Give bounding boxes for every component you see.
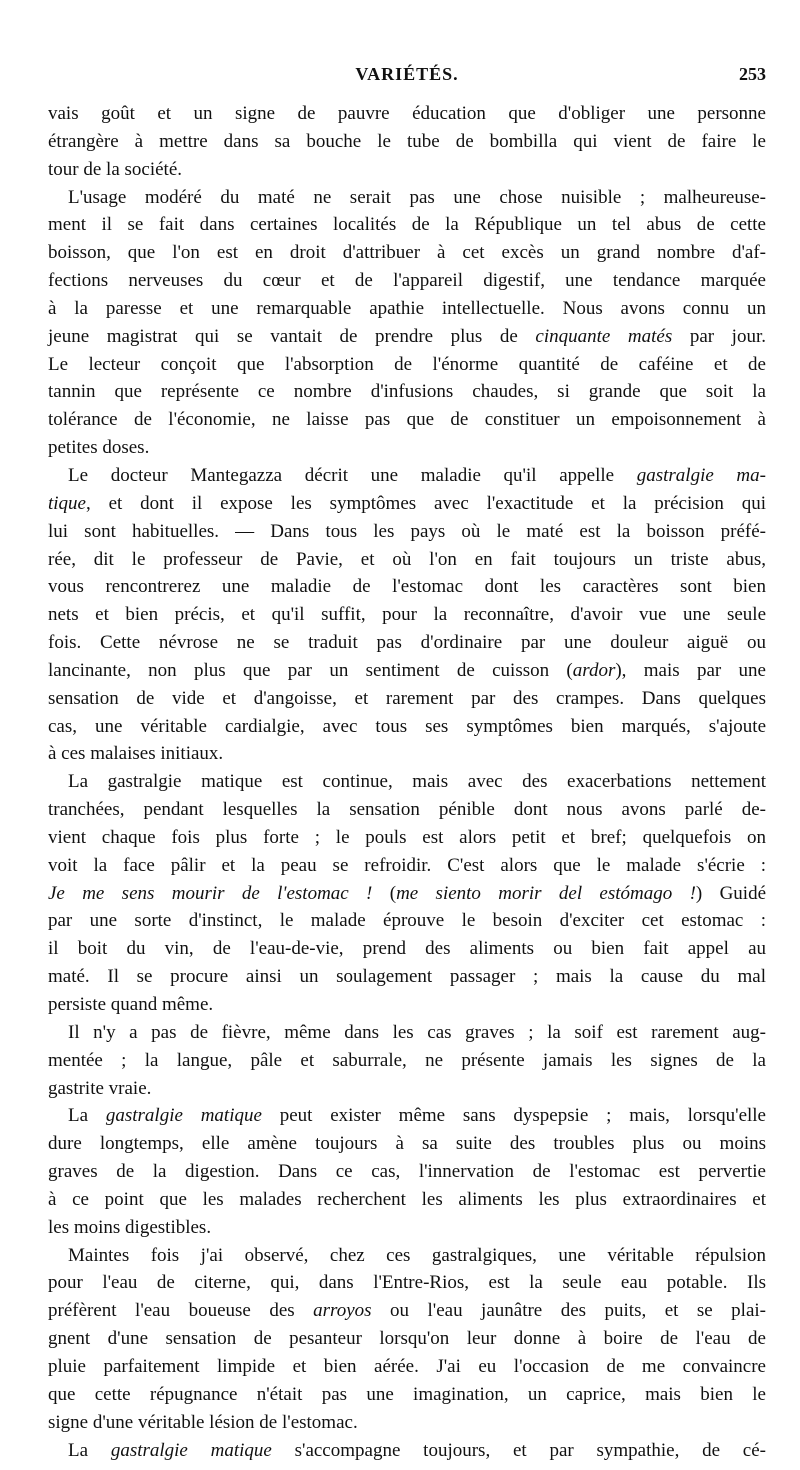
italic-text: me siento morir del estómago ! bbox=[396, 882, 696, 904]
text-segment: gnent d'une sensation de pesanteur lorsqu'on leur donne à boire de l'eau de bbox=[48, 1328, 766, 1350]
text-line bbox=[48, 852, 766, 880]
text-segment: signe d'une véritable lésion de l'estomac. bbox=[48, 1411, 358, 1433]
text-segment: ou l'eau jaunâtre des puits, et se plai- bbox=[371, 1300, 766, 1322]
text-segment: vais goût et un signe de pauvre éducation que d'obliger une personne bbox=[48, 103, 766, 124]
text-segment: pour l'eau de citerne, qui, dans l'Entre-Rios, est la seule eau potable. Ils bbox=[48, 1272, 766, 1294]
italic-text: gastralgie ma- bbox=[636, 464, 766, 486]
text-line bbox=[48, 295, 766, 323]
text-segment: persiste quand même. bbox=[48, 994, 214, 1015]
text-line bbox=[48, 657, 766, 685]
text-segment: fections nerveuses du cœur et de l'appareil digestif, une tendance marquée bbox=[48, 270, 766, 292]
text-segment: jeune magistrat qui se vantait de prendre plus de bbox=[48, 325, 536, 347]
text-segment: à la paresse et une remarquable apathie intellectuelle. Nous avons connu un bbox=[48, 297, 766, 319]
text-segment: La gastralgie matique est continue, mais avec des exacerbations nettement bbox=[68, 771, 766, 793]
text-segment: fois. Cette névrose ne se traduit pas d'ordinaire par une douleur aiguë ou bbox=[48, 632, 766, 654]
text-segment: petites doses. bbox=[48, 437, 150, 459]
text-line bbox=[48, 378, 766, 406]
text-line bbox=[48, 1019, 766, 1047]
text-segment: les moins digestibles. bbox=[48, 1216, 212, 1238]
text-segment: Il n'y a pas de fièvre, même dans les cas graves ; la soif est rarement aug- bbox=[68, 1021, 766, 1043]
text-line bbox=[48, 184, 766, 212]
italic-text: gastralgie matique bbox=[110, 1439, 272, 1461]
text-segment: préfèrent l'eau boueuse des bbox=[48, 1300, 314, 1322]
text-segment: tolérance de l'économie, ne laisse pas que de constituer un empoisonnement à bbox=[48, 409, 766, 431]
text-line bbox=[48, 1409, 766, 1437]
text-segment: La bbox=[68, 1105, 106, 1127]
text-line bbox=[48, 462, 766, 490]
text-line bbox=[48, 267, 766, 295]
page-header bbox=[48, 64, 766, 88]
text-segment: rée, dit le professeur de Pavie, et où l'on en fait toujours un triste abus, bbox=[48, 548, 766, 570]
text-segment: ment il se fait dans certaines localités de la République un tel abus de cette bbox=[48, 214, 766, 236]
text-segment: par une sorte d'instinct, le malade éprouve le besoin d'exciter cet estomac : bbox=[48, 910, 766, 932]
text-line bbox=[48, 880, 766, 908]
text-segment: pluie parfaitement limpide et bien aérée. J'ai eu l'occasion de me convaincre bbox=[48, 1355, 766, 1377]
text-line bbox=[48, 490, 766, 518]
text-line bbox=[48, 518, 766, 546]
text-line bbox=[48, 156, 766, 184]
italic-text: gastralgie matique bbox=[105, 1105, 262, 1127]
text-segment: L'usage modéré du maté ne serait pas une chose nuisible ; malheureuse- bbox=[68, 186, 766, 208]
text-line bbox=[48, 796, 766, 824]
text-line bbox=[48, 1381, 766, 1409]
text-segment: ) Guidé bbox=[695, 882, 767, 904]
text-segment: La bbox=[68, 1439, 111, 1461]
text-line bbox=[48, 685, 766, 713]
body-text bbox=[48, 100, 766, 1464]
text-segment: à ces malaises initiaux. bbox=[48, 743, 224, 765]
text-segment: peut exister même sans dyspepsie ; mais, lorsqu'elle bbox=[261, 1105, 766, 1127]
text-segment: Le lecteur conçoit que l'absorption de l'énorme quantité de caféine et de bbox=[48, 353, 766, 375]
text-segment: voit la face pâlir et la peau se refroidir. C'est alors que le malade s'écrie : bbox=[48, 854, 766, 876]
text-line bbox=[48, 1297, 766, 1325]
text-line bbox=[48, 1353, 766, 1381]
text-segment: cas, une véritable cardialgie, avec tous ses symptômes bien marqués, s'ajoute bbox=[48, 715, 766, 737]
text-line bbox=[48, 211, 766, 239]
italic-text: ardor bbox=[572, 659, 616, 681]
text-line bbox=[48, 768, 766, 796]
italic-text: tique bbox=[48, 492, 86, 514]
text-line bbox=[48, 740, 766, 768]
text-segment: ), mais par une bbox=[615, 659, 766, 681]
italic-text: arroyos bbox=[313, 1300, 372, 1322]
text-line bbox=[48, 713, 766, 741]
text-line bbox=[48, 573, 766, 601]
text-segment: vous rencontrerez une maladie de l'estomac dont les caractères sont bien bbox=[48, 576, 766, 598]
text-line bbox=[48, 128, 766, 156]
text-line bbox=[48, 601, 766, 629]
text-segment: étrangère à mettre dans sa bouche le tube de bombilla qui vient de faire le bbox=[48, 130, 766, 152]
text-line bbox=[48, 935, 766, 963]
text-segment: ( bbox=[372, 882, 397, 904]
text-line bbox=[48, 1130, 766, 1158]
text-line bbox=[48, 351, 766, 379]
text-segment: gastrite vraie. bbox=[48, 1077, 152, 1099]
running-title: VARIÉTÉS. bbox=[355, 64, 459, 84]
italic-text: cinquante matés bbox=[535, 325, 673, 347]
text-segment: boisson, que l'on est en droit d'attribuer à cet excès un grand nombre d'af- bbox=[48, 242, 766, 264]
text-line bbox=[48, 1214, 766, 1242]
text-line bbox=[48, 1186, 766, 1214]
text-line bbox=[48, 824, 766, 852]
text-segment: nets et bien précis, et qu'il suffit, pour la reconnaître, d'avoir vue une seule bbox=[48, 604, 766, 626]
text-line bbox=[48, 323, 766, 351]
text-line bbox=[48, 434, 766, 462]
text-line bbox=[48, 1158, 766, 1186]
text-line bbox=[48, 1242, 766, 1270]
text-segment: dure longtemps, elle amène toujours à sa suite des troubles plus ou moins bbox=[48, 1133, 766, 1155]
text-line bbox=[48, 1269, 766, 1297]
text-segment: tranchées, pendant lesquelles la sensation pénible dont nous avons parlé de- bbox=[48, 799, 766, 821]
text-segment: graves de la digestion. Dans ce cas, l'innervation de l'estomac est pervertie bbox=[48, 1161, 766, 1183]
text-segment: que cette répugnance n'était pas une imagination, un caprice, mais bien le bbox=[48, 1383, 766, 1405]
text-segment: vient chaque fois plus forte ; le pouls est alors petit et bref; quelquefois on bbox=[48, 826, 766, 848]
text-segment: , et dont il expose les symptômes avec l'exactitude et la précision qui bbox=[86, 492, 766, 514]
text-line bbox=[48, 239, 766, 267]
text-segment: Maintes fois j'ai observé, chez ces gastralgiques, une véritable répulsion bbox=[68, 1244, 766, 1266]
text-line bbox=[48, 963, 766, 991]
text-segment: à ce point que les malades recherchent les aliments les plus extraordinaires et bbox=[48, 1188, 766, 1210]
text-line bbox=[48, 907, 766, 935]
text-line bbox=[48, 1047, 766, 1075]
text-line bbox=[48, 1437, 766, 1465]
text-line bbox=[48, 629, 766, 657]
text-segment: lui sont habituelles. — Dans tous les pays où le maté est la boisson préfé- bbox=[48, 520, 766, 542]
text-segment: mentée ; la langue, pâle et saburrale, ne présente jamais les signes de la bbox=[48, 1049, 766, 1071]
text-segment: tannin que représente ce nombre d'infusions chaudes, si grande que soit la bbox=[48, 381, 766, 403]
text-line bbox=[48, 991, 766, 1019]
text-segment: Le docteur Mantegazza décrit une maladie qu'il appelle bbox=[68, 464, 637, 486]
text-line bbox=[48, 1325, 766, 1353]
text-line bbox=[48, 1075, 766, 1103]
text-segment: sensation de vide et d'angoisse, et rarement par des crampes. Dans quelques bbox=[48, 687, 766, 709]
text-line bbox=[48, 546, 766, 574]
text-segment: maté. Il se procure ainsi un soulagement passager ; mais la cause du mal bbox=[48, 966, 766, 988]
text-segment: s'accompagne toujours, et par sympathie, de cé- bbox=[271, 1439, 766, 1461]
page-number: 253 bbox=[739, 64, 766, 84]
text-segment: tour de la société. bbox=[48, 158, 183, 180]
text-segment: par jour. bbox=[672, 325, 766, 347]
text-segment: lancinante, non plus que par un sentiment de cuisson ( bbox=[48, 659, 573, 681]
italic-text: Je me sens mourir de l'estomac ! bbox=[48, 882, 373, 904]
text-line bbox=[48, 1102, 766, 1130]
text-line bbox=[48, 406, 766, 434]
text-line bbox=[48, 100, 766, 128]
text-segment: il boit du vin, de l'eau-de-vie, prend des aliments ou bien fait appel au bbox=[48, 938, 766, 960]
